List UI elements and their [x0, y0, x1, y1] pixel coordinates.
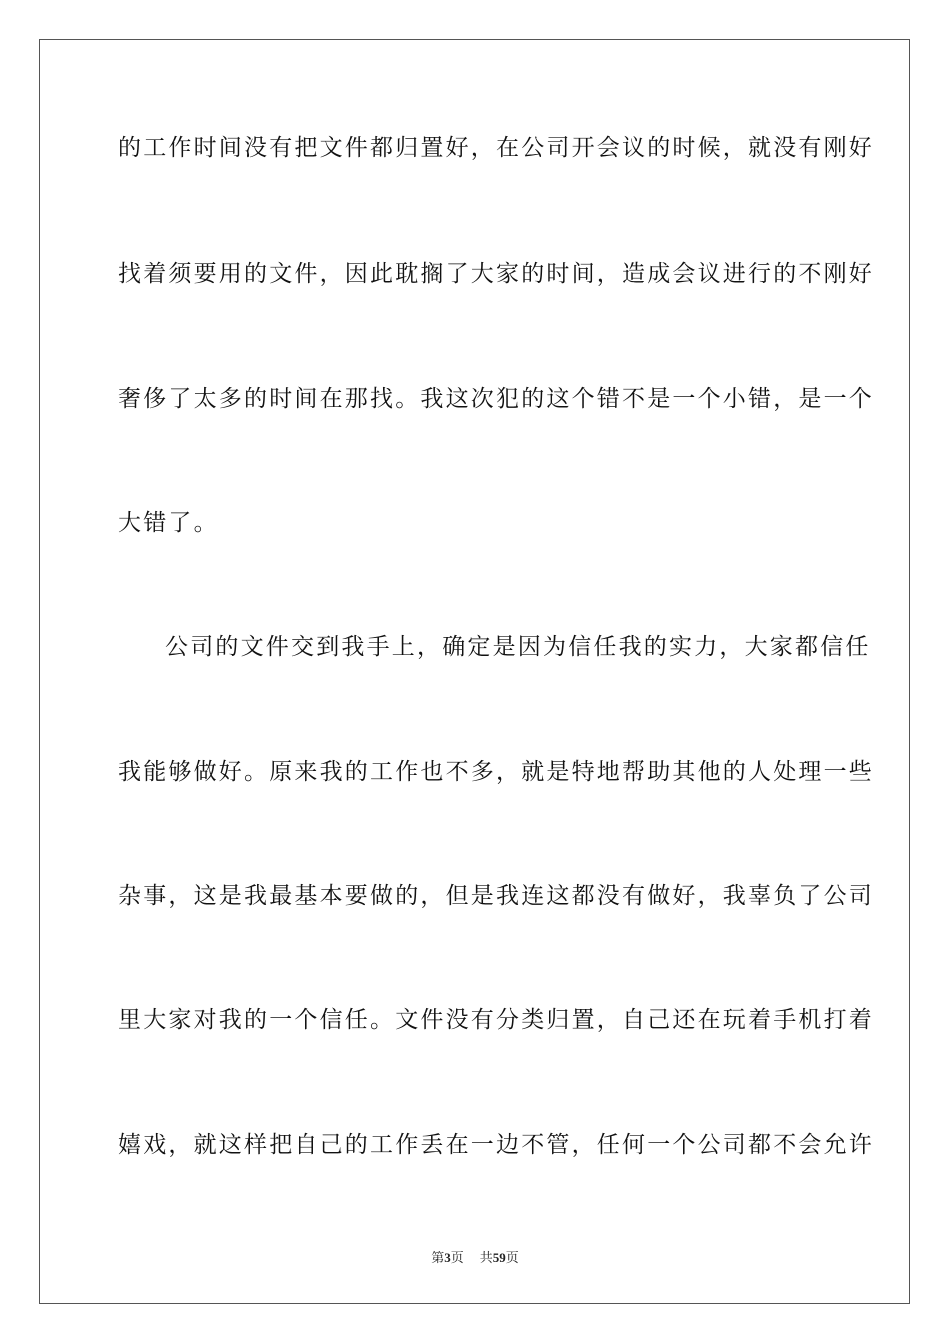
body-text-line: 找着须要用的文件，因此耽搁了大家的时间，造成会议进行的不刚好	[118, 261, 874, 287]
body-text-line: 杂事，这是我最基本要做的，但是我连这都没有做好，我辜负了公司	[118, 883, 874, 909]
page-border	[39, 39, 910, 1304]
total-label-suffix: 页	[505, 1251, 519, 1266]
page-footer	[0, 1247, 950, 1266]
body-text-line: 的工作时间没有把文件都归置好，在公司开会议的时候，就没有刚好	[118, 135, 874, 161]
paragraph-first-line: 公司的文件交到我手上，确定是因为信任我的实力，大家都信任	[165, 634, 871, 660]
body-text-line: 嬉戏，就这样把自己的工作丢在一边不管，任何一个公司都不会允许	[118, 1132, 874, 1158]
page-number: 3	[444, 1250, 451, 1265]
body-text-line: 我能够做好。原来我的工作也不多，就是特地帮助其他的人处理一些	[118, 759, 874, 785]
page-label-prefix: 第	[431, 1251, 445, 1266]
page-label-suffix: 页	[450, 1251, 464, 1266]
total-label-prefix: 共	[479, 1251, 493, 1266]
body-text-line: 里大家对我的一个信任。文件没有分类归置，自己还在玩着手机打着	[118, 1007, 874, 1033]
total-pages: 59	[492, 1250, 506, 1265]
body-text-line: 奢侈了太多的时间在那找。我这次犯的这个错不是一个小错，是一个	[118, 386, 874, 412]
body-text-line: 大错了。	[118, 510, 219, 536]
